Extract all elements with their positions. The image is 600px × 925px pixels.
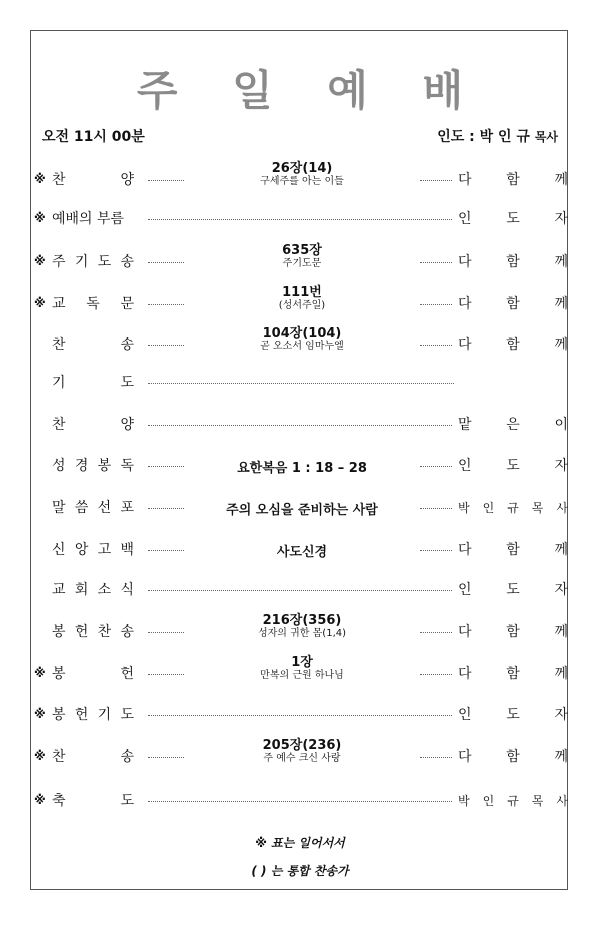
label-char: 독 <box>120 458 134 474</box>
order-row <box>0 243 600 277</box>
label-char: 주 <box>52 254 66 270</box>
order-item-label <box>52 372 134 392</box>
person-char: 맡 <box>458 417 472 433</box>
person-char: 도 <box>506 582 520 598</box>
label-char: 축 <box>52 793 66 809</box>
order-row <box>0 613 600 647</box>
person-char: 목 <box>531 794 544 808</box>
label-char: 도 <box>120 375 134 391</box>
order-row <box>0 285 600 319</box>
label-char: 도 <box>120 793 134 809</box>
order-row <box>0 575 600 605</box>
label-char: 찬 <box>52 337 66 353</box>
order-item-detail <box>190 326 414 353</box>
dotted-leader <box>420 550 452 551</box>
person-char: 이 <box>554 417 568 433</box>
hymn-number: 205장(236) <box>262 738 342 753</box>
order-item-label <box>52 497 134 517</box>
label-char: 찬 <box>52 172 66 188</box>
dotted-leader <box>148 550 184 551</box>
order-row <box>0 655 600 689</box>
person-char: 인 <box>482 501 495 515</box>
dotted-leader <box>420 757 452 758</box>
standing-mark: ※ <box>34 666 46 680</box>
label-char: 포 <box>120 500 134 516</box>
order-item-detail <box>190 499 414 518</box>
label-char: 신 <box>52 542 66 558</box>
order-item-person <box>458 663 568 683</box>
person-char: 도 <box>506 458 520 474</box>
order-item-label <box>52 251 134 271</box>
order-item-label <box>52 663 134 683</box>
label-char: 씀 <box>74 500 89 516</box>
person-char: 목 <box>531 501 544 515</box>
label-char: 선 <box>97 500 112 516</box>
order-item-person <box>458 251 568 271</box>
order-item-person <box>458 414 568 434</box>
label-char: 도 <box>120 707 134 723</box>
dotted-leader <box>148 632 184 633</box>
dotted-leader <box>420 674 452 675</box>
person-char: 께 <box>554 624 568 640</box>
order-item-person <box>458 334 568 354</box>
label-char: 찬 <box>52 749 66 765</box>
order-item-detail <box>190 285 414 312</box>
order-item-person <box>458 792 568 809</box>
standing-mark: ※ <box>34 254 46 268</box>
person-char: 박 <box>458 794 470 808</box>
person-char: 함 <box>506 749 520 765</box>
person-char: 함 <box>506 172 520 188</box>
leader-title: 목사 <box>534 130 558 144</box>
order-item-person <box>458 208 568 228</box>
order-item-label <box>52 455 134 475</box>
label-char: 양 <box>120 417 134 433</box>
order-item-label <box>52 704 134 724</box>
dotted-leader <box>148 508 184 509</box>
person-char: 다 <box>458 254 472 270</box>
label-char: 봉 <box>52 624 66 640</box>
order-item-person <box>458 704 568 724</box>
dotted-leader <box>148 757 184 758</box>
order-item-person <box>458 293 568 313</box>
order-item-label <box>52 293 134 313</box>
dotted-leader <box>148 180 184 181</box>
person-char: 자 <box>554 707 568 723</box>
label-char: 앙 <box>74 542 89 558</box>
order-item-detail <box>190 161 414 188</box>
person-char: 께 <box>554 337 568 353</box>
label-char: 헌 <box>120 666 134 682</box>
footer-note-hymnal: ( ) 는 통합 찬송가 <box>251 864 349 878</box>
order-item-label <box>52 334 134 354</box>
dotted-leader <box>148 715 452 716</box>
dotted-leader <box>148 801 452 802</box>
standing-mark: ※ <box>34 296 46 310</box>
dotted-leader <box>148 466 184 467</box>
order-item-label <box>52 790 134 810</box>
order-item-detail <box>190 738 414 765</box>
label-char: 양 <box>120 172 134 188</box>
order-row <box>0 204 600 234</box>
label-char: 교 <box>52 296 66 312</box>
dotted-leader <box>420 466 452 467</box>
dotted-leader <box>420 632 452 633</box>
label-char: 송 <box>120 624 134 640</box>
person-char: 함 <box>506 254 520 270</box>
person-char: 다 <box>458 296 472 312</box>
person-char: 다 <box>458 172 472 188</box>
order-item-detail <box>190 541 414 560</box>
person-char: 인 <box>458 582 472 598</box>
standing-mark: ※ <box>34 749 46 763</box>
order-item-label <box>52 579 134 599</box>
person-char: 사 <box>556 501 568 515</box>
footer-note-standing: ※ 표는 일어서서 <box>255 836 345 850</box>
order-item-person <box>458 539 568 559</box>
leader-name: 인도 : 박 인 규 <box>437 129 530 145</box>
dotted-leader <box>148 590 452 591</box>
person-char: 인 <box>458 707 472 723</box>
person-char: 은 <box>506 417 520 433</box>
order-item-label <box>52 208 134 228</box>
order-item-detail <box>190 457 414 476</box>
label-char: 독 <box>86 296 100 312</box>
order-row <box>0 410 600 440</box>
service-leader <box>437 126 558 146</box>
person-char: 다 <box>458 749 472 765</box>
hymn-number: 26장(14) <box>271 161 333 176</box>
dotted-leader <box>148 383 454 384</box>
order-item-label <box>52 169 134 189</box>
person-char: 함 <box>506 296 520 312</box>
hymn-number: 1장 <box>291 655 313 670</box>
person-char: 함 <box>506 624 520 640</box>
label-char: 식 <box>120 582 134 598</box>
label-char: 송 <box>120 337 134 353</box>
label-char: 봉 <box>97 458 112 474</box>
hymn-number: 111번 <box>282 285 322 300</box>
label-char: 헌 <box>74 707 89 723</box>
person-char: 자 <box>554 458 568 474</box>
dotted-leader <box>420 262 452 263</box>
standing-mark: ※ <box>34 211 46 225</box>
person-char: 인 <box>458 458 472 474</box>
label-char: 송 <box>120 749 134 765</box>
standing-mark: ※ <box>34 793 46 807</box>
hymn-title: 주 예수 크신 사랑 <box>263 753 341 764</box>
dotted-leader <box>420 304 452 305</box>
order-row <box>0 368 600 398</box>
label-char: 성 <box>52 458 66 474</box>
order-row <box>0 700 600 730</box>
person-char: 인 <box>482 794 495 808</box>
hymn-number: 216장(356) <box>262 613 342 628</box>
order-item-label <box>52 539 134 559</box>
person-char: 께 <box>554 296 568 312</box>
label-char: 소 <box>97 582 112 598</box>
person-char: 께 <box>554 542 568 558</box>
dotted-leader <box>148 345 184 346</box>
person-char: 함 <box>506 337 520 353</box>
person-char: 다 <box>458 337 472 353</box>
page-title: 주 일 예 배 <box>136 66 484 115</box>
label-char: 회 <box>74 582 89 598</box>
person-char: 도 <box>506 707 520 723</box>
order-item-text: 사도신경 <box>276 545 328 560</box>
order-row <box>0 535 600 565</box>
person-char: 규 <box>507 794 519 808</box>
order-item-person <box>458 455 568 475</box>
label-char: 봉 <box>52 666 66 682</box>
order-row <box>0 326 600 360</box>
standing-mark: ※ <box>34 707 46 721</box>
hymn-title: 구세주를 아는 이들 <box>260 176 344 187</box>
order-item-person <box>458 621 568 641</box>
order-item-person <box>458 169 568 189</box>
order-item-person <box>458 499 568 516</box>
order-item-text: 주의 오심을 준비하는 사람 <box>226 503 378 518</box>
order-item-detail <box>190 613 414 640</box>
person-char: 다 <box>458 666 472 682</box>
person-char: 함 <box>506 542 520 558</box>
label-char: 기 <box>97 707 112 723</box>
order-item-person <box>458 746 568 766</box>
person-char: 께 <box>554 749 568 765</box>
hymn-number: 104장(104) <box>262 326 342 341</box>
dotted-leader <box>420 508 452 509</box>
dotted-leader <box>420 345 452 346</box>
label-char: 찬 <box>97 624 112 640</box>
label-char: 헌 <box>74 624 89 640</box>
order-item-label <box>52 746 134 766</box>
dotted-leader <box>148 674 184 675</box>
person-char: 자 <box>554 582 568 598</box>
person-char: 자 <box>554 211 568 227</box>
hymn-title: (성서주일) <box>278 300 326 311</box>
label-char: 기 <box>74 254 89 270</box>
standing-mark: ※ <box>34 172 46 186</box>
person-char: 인 <box>458 211 472 227</box>
person-char: 께 <box>554 666 568 682</box>
label-char: 봉 <box>52 707 66 723</box>
dotted-leader <box>420 180 452 181</box>
label-char: 고 <box>97 542 112 558</box>
hymn-title: 곧 오소서 임마누엘 <box>260 341 344 352</box>
person-char: 규 <box>507 501 519 515</box>
dotted-leader <box>148 262 184 263</box>
hymn-title: 주기도문 <box>282 258 322 269</box>
order-row <box>0 786 600 816</box>
service-time: 오전 11시 00분 <box>42 129 145 145</box>
order-item-label <box>52 621 134 641</box>
label-char: 기 <box>52 375 66 391</box>
order-row <box>0 493 600 523</box>
label-char: 도 <box>97 254 112 270</box>
person-char: 께 <box>554 254 568 270</box>
order-item-person <box>458 579 568 599</box>
order-row <box>0 451 600 481</box>
order-item-detail <box>190 243 414 270</box>
person-char: 다 <box>458 542 472 558</box>
label-char: 경 <box>74 458 89 474</box>
person-char: 도 <box>506 211 520 227</box>
label-char: 문 <box>120 296 134 312</box>
person-char: 께 <box>554 172 568 188</box>
person-char: 사 <box>556 794 568 808</box>
dotted-leader <box>148 304 184 305</box>
label-char: 예배의 부름 <box>52 211 125 227</box>
order-item-detail <box>190 655 414 682</box>
label-char: 송 <box>120 254 134 270</box>
order-row <box>0 738 600 772</box>
order-item-text: 요한복음 1 : 18 – 28 <box>237 461 367 476</box>
person-char: 박 <box>458 501 470 515</box>
hymn-title: 만복의 근원 하나님 <box>260 670 344 681</box>
order-row <box>0 161 600 195</box>
hymn-title: 성자의 귀한 몸(1,4) <box>257 628 347 639</box>
label-char: 찬 <box>52 417 66 433</box>
hymn-number: 635장 <box>282 243 322 258</box>
dotted-leader <box>148 219 452 220</box>
person-char: 함 <box>506 666 520 682</box>
label-char: 교 <box>52 582 66 598</box>
label-char: 말 <box>52 500 66 516</box>
order-item-label <box>52 414 134 434</box>
person-char: 다 <box>458 624 472 640</box>
dotted-leader <box>148 425 452 426</box>
label-char: 백 <box>120 542 134 558</box>
